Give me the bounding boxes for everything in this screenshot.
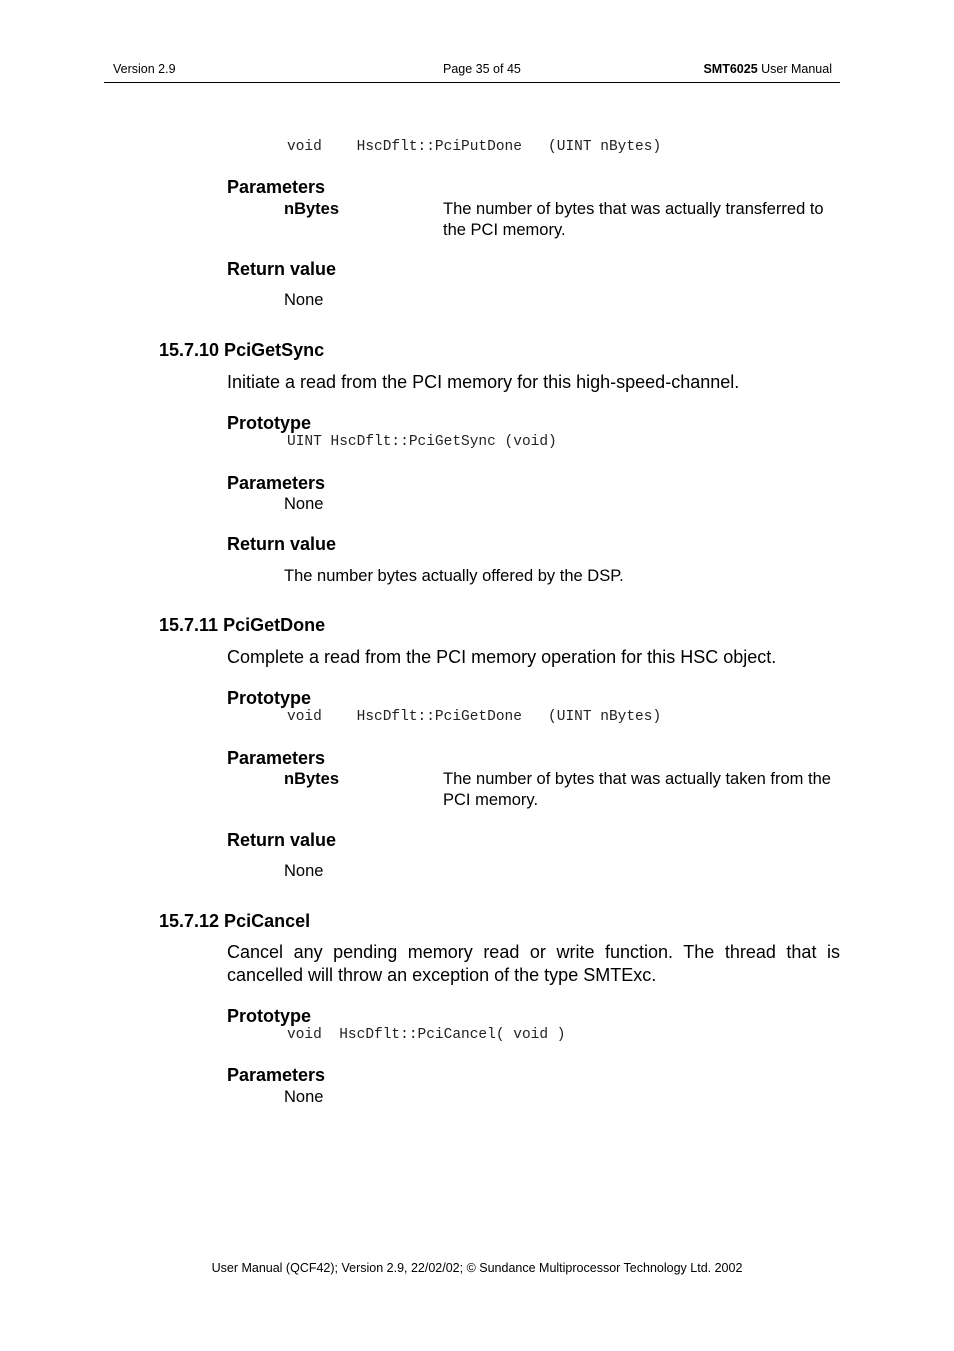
pcigetsync-return-heading: Return value bbox=[227, 534, 337, 554]
pcicancel-parameters-value: None bbox=[284, 1088, 324, 1106]
pcigetsync-parameters-heading: Parameters bbox=[227, 473, 326, 493]
header-product: SMT6025 bbox=[703, 62, 758, 76]
pcigetsync-return-value: The number bytes actually offered by the DSP. bbox=[284, 567, 624, 585]
pcigetdone-description: Complete a read from the PCI memory operation for this HSC object. bbox=[227, 647, 777, 667]
page-footer: User Manual (QCF42); Version 2.9, 22/02/02; © Sundance Multiprocessor Technology Ltd. 2002 bbox=[211, 1261, 743, 1275]
header-manual: User Manual bbox=[757, 62, 832, 76]
putdone-return-value: None bbox=[284, 291, 324, 309]
putdone-parameters-heading: Parameters bbox=[227, 177, 326, 197]
pcicancel-parameters-heading: Parameters bbox=[227, 1065, 326, 1085]
putdone-param-desc: The number of bytes that was actually transferred to the PCI memory. bbox=[443, 200, 824, 239]
pcigetdone-return-heading: Return value bbox=[227, 830, 337, 850]
pcigetdone-prototype-heading: Prototype bbox=[227, 688, 312, 708]
pcigetsync-prototype-heading: Prototype bbox=[227, 413, 312, 433]
header-page-number: Page 35 of 45 bbox=[443, 62, 521, 76]
putdone-param-name: nBytes bbox=[284, 200, 340, 218]
putdone-return-heading: Return value bbox=[227, 259, 337, 279]
putdone-prototype-code: void HscDflt::PciPutDone (UINT nBytes) bbox=[287, 139, 662, 155]
pcigetsync-parameters-value: None bbox=[284, 495, 324, 513]
pcigetsync-description: Initiate a read from the PCI memory for this high-speed-channel. bbox=[227, 372, 740, 392]
section-heading-pcigetsync: 15.7.10 PciGetSync bbox=[159, 340, 325, 360]
pcigetdone-parameters-heading: Parameters bbox=[227, 748, 326, 768]
pcigetsync-prototype-code: UINT HscDflt::PciGetSync (void) bbox=[287, 434, 557, 450]
pcigetdone-return-value: None bbox=[284, 862, 324, 880]
pcigetdone-param-name: nBytes bbox=[284, 770, 340, 788]
pcicancel-prototype-heading: Prototype bbox=[227, 1006, 312, 1026]
header-rule bbox=[104, 82, 840, 83]
section-heading-pcicancel: 15.7.12 PciCancel bbox=[159, 911, 311, 931]
pcicancel-description: Cancel any pending memory read or write function. The thread that is cancelled will throw an exception of the type SMTExc. bbox=[227, 942, 840, 985]
pcigetdone-param-desc: The number of bytes that was actually taken from the PCI memory. bbox=[443, 770, 831, 809]
header-title bbox=[703, 62, 832, 76]
header-version: Version 2.9 bbox=[113, 62, 176, 76]
pcicancel-prototype-code: void HscDflt::PciCancel( void ) bbox=[287, 1027, 566, 1043]
pcigetdone-prototype-code: void HscDflt::PciGetDone (UINT nBytes) bbox=[287, 709, 662, 725]
section-heading-pcigetdone: 15.7.11 PciGetDone bbox=[159, 615, 326, 635]
